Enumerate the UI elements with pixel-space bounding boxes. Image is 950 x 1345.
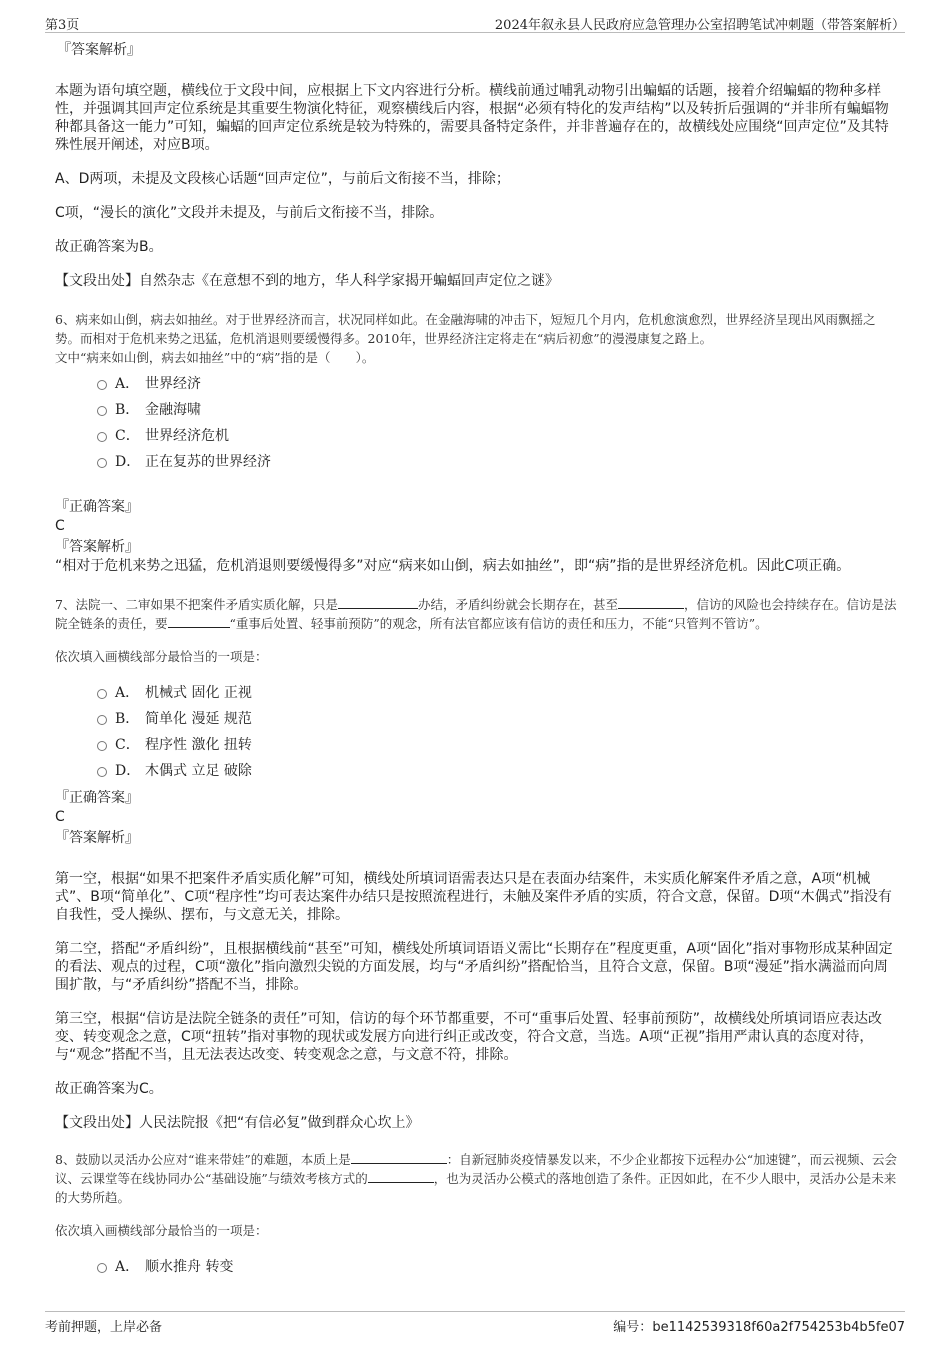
analysis-paragraph: 第三空，根据“信访是法院全链条的责任”可知，信访的每个环节都重要，不可“重事后处置、轻事前预防”，故横线处所填词语应表达改变、转变观念之意，C项“扭转”指对事物的现状或发展方向进行纠正或改变，符合文意，当选。A项“正视”指用严肃认真的态度对待，与“观念”搭配不当，且无法表达改变、转变观念之意，与文意不符，排除。 xyxy=(55,1011,883,1063)
fill-blank xyxy=(618,596,684,609)
radio-button[interactable] xyxy=(97,458,107,468)
radio-button[interactable] xyxy=(97,715,107,725)
radio-button[interactable] xyxy=(97,689,107,699)
analysis-label: 『答案解析』 xyxy=(55,830,139,846)
document-title: 2024年叙永县人民政府应急管理办公室招聘笔试冲刺题（带答案解析） xyxy=(494,18,905,33)
option-a[interactable]: A． 顺水推舟 转变 xyxy=(55,1254,900,1280)
option-a[interactable]: A． 机械式 固化 正视 xyxy=(55,680,900,706)
radio-button[interactable] xyxy=(97,741,107,751)
option-d[interactable]: D． 木偶式 立足 破除 xyxy=(55,758,900,784)
answer-conclusion: 故正确答案为C。 xyxy=(55,1081,163,1097)
page-number: 第3页 xyxy=(45,18,80,33)
radio-button[interactable] xyxy=(97,406,107,416)
page-footer xyxy=(45,1311,905,1335)
option-a[interactable]: A． 世界经济 xyxy=(55,371,900,397)
analysis-paragraph: “相对于危机来势之迅猛，危机消退则要缓慢得多”对应“病来如山倒，病去如抽丝”，即“病”指的是世界经济危机。因此C项正确。 xyxy=(55,558,851,574)
question-stem: 8、鼓励以灵活办公应对“谁来带娃”的难题，本质上是 ：自新冠肺炎疫情暴发以来，不少企业都按下远程办公“加速键”，而云视频、云会议、云课堂等在线协同办公“基础设施”与绩效考核方式的 ，也为灵活办公模式的落地创造了条件。正因如此，在不少人眼中，灵活办公是未来的大势所趋。 xyxy=(55,1152,898,1205)
analysis-paragraph: A、D两项，未提及文段核心话题“回声定位”，与前后文衔接不当，排除； xyxy=(55,171,510,187)
question-instruction: 依次填入画横线部分最恰当的一项是： xyxy=(55,1223,268,1238)
fill-blank xyxy=(368,1170,434,1183)
radio-button[interactable] xyxy=(97,432,107,442)
radio-button[interactable] xyxy=(97,380,107,390)
analysis-label: 『答案解析』 xyxy=(57,42,141,58)
analysis-paragraph: 本题为语句填空题，横线位于文段中间，应根据上下文内容进行分析。横线前通过哺乳动物引出蝙蝠的话题，接着介绍蝙蝠的物种多样性，并强调其回声定位系统是其重要生物演化特征，观察横线后内容，根据“必须有特化的发声结构”以及转折后强调的“并非所有蝙蝠物种都具备这一能力”可知，蝙蝠的回声定位系统是较为特殊的，需要具备特定条件，并非普遍存在的，故横线处应围绕“回声定位”及其特殊性展开阐述，对应B项。 xyxy=(55,83,889,153)
radio-button[interactable] xyxy=(97,1263,107,1273)
question-7 xyxy=(55,595,900,1132)
question-instruction: 依次填入画横线部分最恰当的一项是： xyxy=(55,649,268,664)
fill-blank xyxy=(351,1151,447,1164)
question-8 xyxy=(55,1150,900,1280)
answer-conclusion: 故正确答案为B。 xyxy=(55,239,163,255)
question-prompt: 文中“病来如山倒，病去如抽丝”中的“病”指的是（ ）。 xyxy=(55,350,375,365)
page-header xyxy=(45,10,905,33)
fill-blank xyxy=(168,615,230,628)
analysis-label: 『答案解析』 xyxy=(55,539,139,555)
option-c[interactable]: C． 世界经济危机 xyxy=(55,423,900,449)
analysis-paragraph: C项，“漫长的演化”文段并未提及，与前后文衔接不当，排除。 xyxy=(55,205,444,221)
question-stem: 7、法院一、二审如果不把案件矛盾实质化解，只是 办结，矛盾纠纷就会长期存在，甚至 ，信访的风险也会持续存在。信访是法院全链条的责任，要 “重事后处置、轻事前预防”的观念，所有法官都应该有信访的责任和压力，不能“只管判不管访”。 xyxy=(55,597,897,631)
option-c[interactable]: C． 程序性 激化 扭转 xyxy=(55,732,900,758)
option-list xyxy=(55,1254,900,1280)
source-citation: 【文段出处】人民法院报《把“有信必复”做到群众心坎上》 xyxy=(55,1115,420,1131)
question-stem: 6、病来如山倒，病去如抽丝。对于世界经济而言，状况同样如此。在金融海啸的冲击下，短短几个月内，危机愈演愈烈，世界经济呈现出风雨飘摇之势。而相对于危机来势之迅猛，危机消退则要缓慢得多。2010年，世界经济注定将走在“病后初愈”的漫漫康复之路上。 xyxy=(55,312,876,346)
footer-slogan: 考前押题，上岸必备 xyxy=(45,1320,163,1335)
option-b[interactable]: B． 简单化 漫延 规范 xyxy=(55,706,900,732)
analysis-paragraph: 第一空，根据“如果不把案件矛盾实质化解”可知，横线处所填词语需表达只是在表面办结案件，未实质化解案件矛盾之意，A项“机械式”、B项“简单化”、C项“程序性”均可表达案件办结只是按照流程进行，未触及案件矛盾的实质，符合文意，保留。D项“木偶式”指没有自我性，受人操纵、摆布，与文意无关，排除。 xyxy=(55,871,892,923)
correct-answer-label: 『正确答案』 xyxy=(55,499,139,515)
option-list xyxy=(55,680,900,784)
fill-blank xyxy=(338,596,418,609)
correct-answer: C xyxy=(55,809,65,825)
question-6 xyxy=(55,310,900,575)
option-b[interactable]: B． 金融海啸 xyxy=(55,397,900,423)
radio-button[interactable] xyxy=(97,767,107,777)
option-list xyxy=(55,371,900,475)
correct-answer-label: 『正确答案』 xyxy=(55,790,139,806)
page-content xyxy=(55,40,900,1280)
correct-answer: C xyxy=(55,518,65,534)
source-citation: 【文段出处】自然杂志《在意想不到的地方，华人科学家揭开蝙蝠回声定位之谜》 xyxy=(55,273,559,289)
option-d[interactable]: D． 正在复苏的世界经济 xyxy=(55,449,900,475)
document-code: 编号：be1142539318f60a2f754253b4b5fe07 xyxy=(613,1320,905,1335)
analysis-paragraph: 第二空，搭配“矛盾纠纷”，且根据横线前“甚至”可知，横线处所填词语语义需比“长期存在”程度更重，A项“固化”指对事物形成某种固定的看法、观点的过程，C项“激化”指向激烈尖锐的方面发展，均与“矛盾纠纷”搭配恰当，且符合文意，保留。B项“漫延”指水满溢而向周围扩散，与“矛盾纠纷”搭配不当，排除。 xyxy=(55,941,893,993)
